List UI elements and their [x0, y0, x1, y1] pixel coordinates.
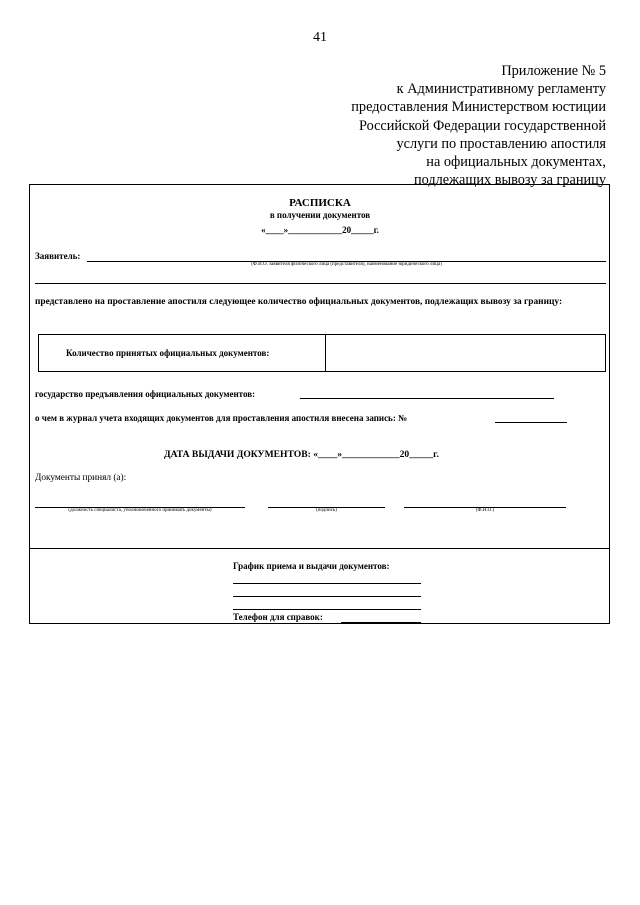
presented-text: представлено на проставление апостиля следующее количество официальных документов, подлежащих вывозу за границу: [35, 297, 563, 307]
appendix-line: к Административному регламенту [396, 81, 606, 98]
issue-date-label: ДАТА ВЫДАЧИ ДОКУМЕНТОВ: [164, 449, 311, 460]
schedule-line-2[interactable] [233, 596, 421, 597]
schedule-label: График приема и выдачи документов: [233, 561, 390, 571]
country-label: государство предъявления официальных документов: [35, 389, 256, 399]
issue-date-line[interactable]: «____»____________20_____г. [313, 449, 439, 460]
fio-caption: (Ф.И.О.) [475, 508, 495, 513]
journal-number-line[interactable] [495, 422, 567, 423]
phone-field-line[interactable] [341, 622, 421, 623]
appendix-header [186, 62, 606, 189]
appendix-line: предоставления Министерством юстиции [351, 99, 606, 116]
count-value-cell[interactable] [327, 336, 604, 370]
receipt-date-line: «____»____________20_____г. [261, 225, 379, 235]
applicant-caption: (Ф.И.О. заявителя физического лица (представителя), наименование юридического лица) [251, 262, 442, 267]
country-field-line[interactable] [300, 398, 554, 399]
receipt-form-frame [29, 184, 610, 624]
appendix-line: подлежащих вывозу за границу [413, 172, 606, 189]
signature-caption: (подпись) [316, 508, 337, 513]
section-divider [29, 548, 610, 549]
count-label: Количество принятых официальных документов: [66, 348, 270, 358]
receipt-subtitle: в получении документов [269, 210, 371, 220]
appendix-line: Приложение № 5 [501, 63, 606, 79]
schedule-line-3[interactable] [233, 609, 421, 610]
appendix-line: на официальных документах, [426, 154, 606, 171]
schedule-line-1[interactable] [233, 583, 421, 584]
page-number: 41 [313, 30, 327, 45]
issue-date-row [164, 449, 439, 460]
receipt-title: РАСПИСКА [289, 197, 351, 209]
accepted-label: Документы принял (а): [35, 473, 127, 483]
applicant-field-line-2[interactable] [35, 283, 606, 284]
count-table-divider [325, 334, 326, 372]
appendix-line: услуги по проставлению апостиля [396, 135, 606, 152]
journal-label: о чем в журнал учета входящих документов для проставления апостиля внесена запись: № [35, 413, 408, 423]
appendix-line: Российской Федерации государственной [358, 117, 606, 134]
position-caption: (должность специалиста, уполномоченного принимать документы) [68, 508, 212, 513]
phone-label: Телефон для справок: [233, 612, 323, 622]
applicant-label: Заявитель: [35, 251, 81, 261]
